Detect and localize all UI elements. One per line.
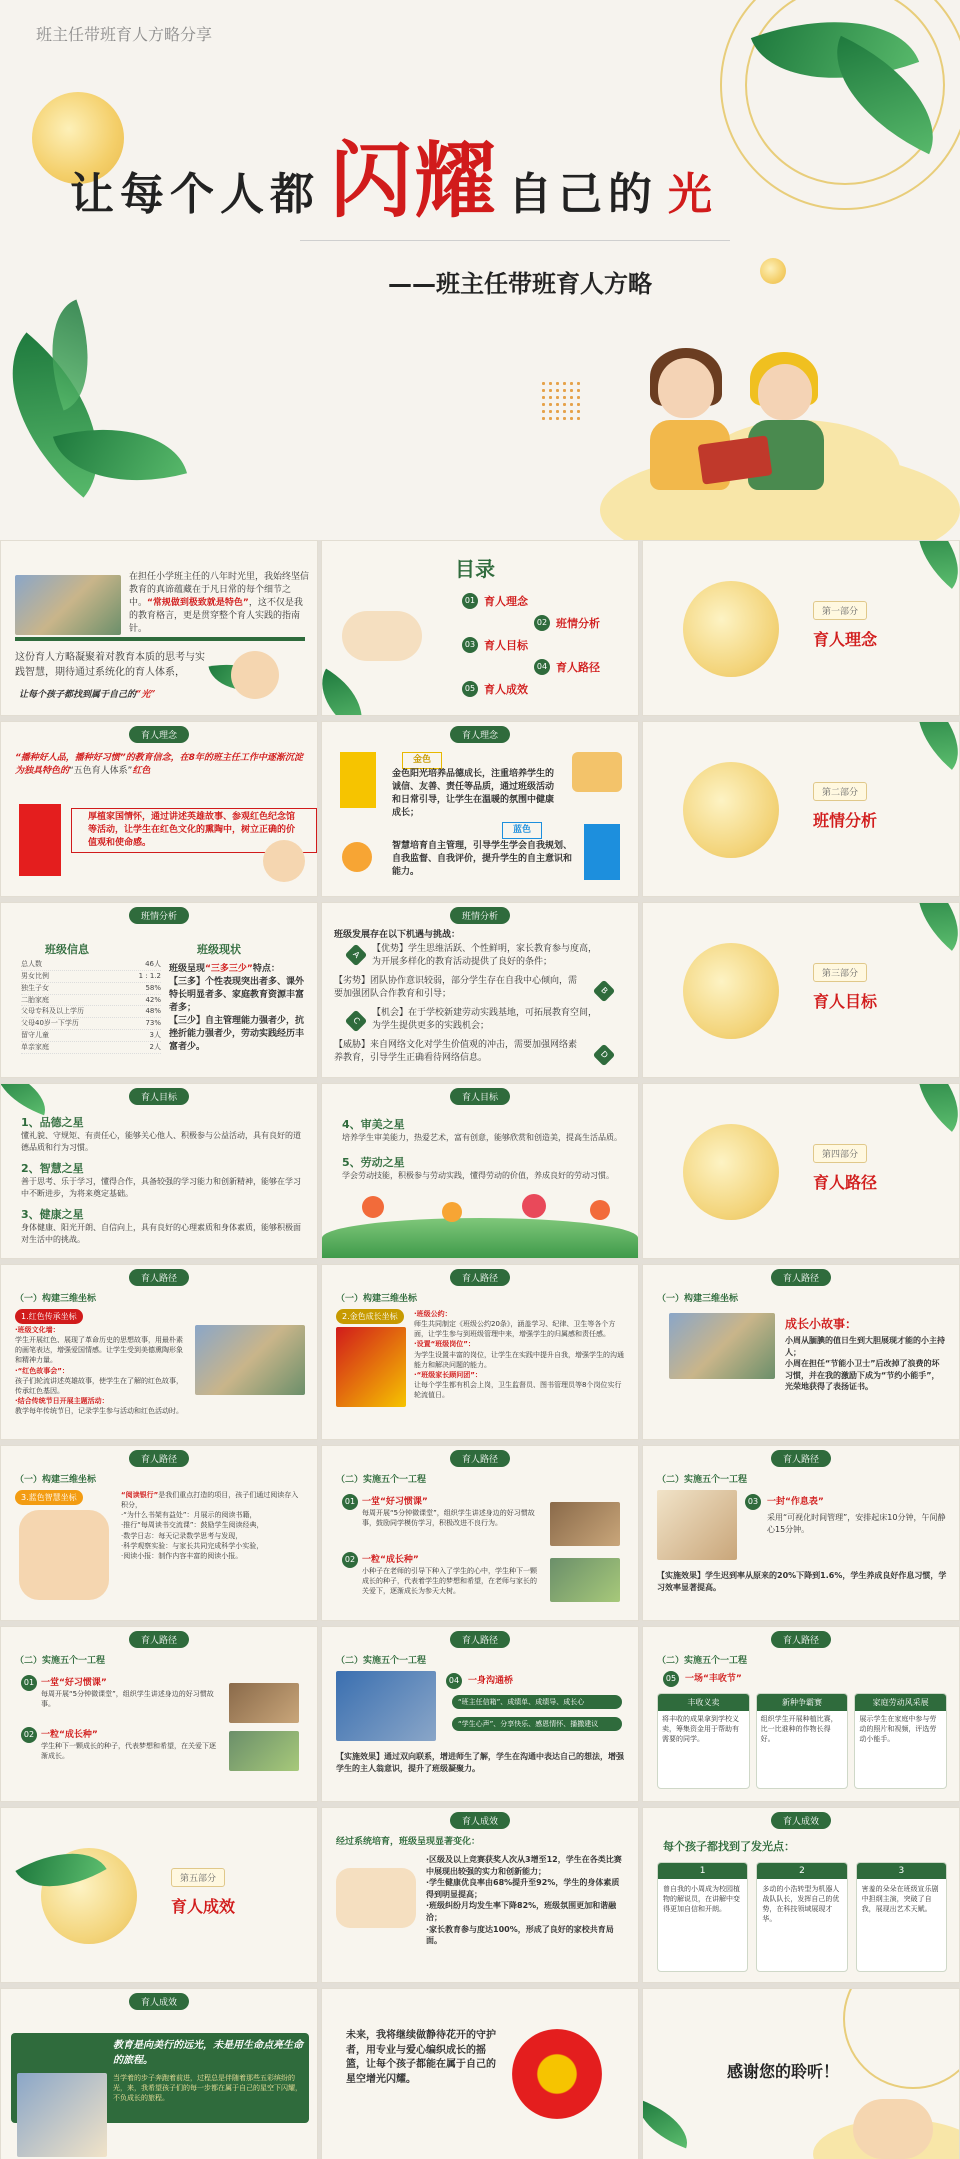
status-text: 班级呈现“三多三少”特点： 【三多】个性表现突出者多、课外特长明显者多、家庭教育资源丰富者多； 【三少】自主管理能力强者少，抗挫折能力强者少，劳动实践经历丰富者少。 [169, 964, 305, 1053]
results-head: 每个孩子都找到了发光点： [663, 1840, 795, 1853]
cover-title [70, 133, 719, 229]
slide-thanks[interactable] [642, 1988, 960, 2159]
item-desc-2: “学生心声”、分享快乐、感恩情怀、播撒建议 [452, 1717, 622, 1731]
slide-section-2[interactable] [642, 721, 960, 897]
swot-o: 【机会】在于学校新建劳动实践基地，可拓展教育空间，为学生提供更多的实践机会； [372, 1008, 598, 1032]
path-head: （一）构建三维坐标 [15, 1475, 97, 1485]
toc-num-4: 04 [534, 659, 550, 675]
seed-photo [550, 1502, 620, 1546]
item-num: 01 [21, 1675, 37, 1691]
class-info-table [21, 959, 161, 1054]
title-part1: 让每个人都 [70, 169, 320, 220]
glow-card[interactable] [756, 1862, 847, 1972]
moon-icon [683, 581, 779, 677]
section-title: 班情分析 [813, 811, 878, 830]
students-photo [17, 2073, 107, 2157]
intro-text-3: 让每个孩子都找到属于自己的“光” [19, 690, 156, 700]
path-head: （二）实施五个一工程 [15, 1656, 106, 1666]
glow-card[interactable] [657, 1862, 748, 1972]
table-cell-label: 总人数 [21, 960, 42, 968]
cover-slide[interactable] [0, 0, 960, 540]
item-desc: 每周开展“5分钟微课堂”，组织学生讲述身边的好习惯故事。 [41, 1690, 214, 1709]
section-title: 育人成效 [171, 1897, 236, 1916]
toc-item-1[interactable]: 育人理念 [484, 595, 528, 608]
table-cell-label: 留守儿童 [21, 1031, 49, 1040]
glow-card[interactable] [856, 1862, 947, 1972]
slide-chip: 育人路径 [450, 1450, 510, 1467]
slide-chip: 育人路径 [450, 1269, 510, 1286]
red-block [19, 804, 61, 876]
leaf-icon [898, 540, 960, 589]
schedule-photo [657, 1490, 737, 1560]
slide-five-one-c[interactable] [0, 1626, 318, 1802]
cover-subtitle: ——班主任带班育人方略 [388, 270, 652, 298]
cover-tag: 班主任带班育人方略分享 [36, 25, 213, 44]
glow-card-desc: 害羞的朵朵在班级宣乐剧中担纲主演，突破了自我，展现出艺术天赋。 [861, 1885, 939, 1914]
title-highlight: 闪耀 [330, 133, 499, 229]
path-head: （二）实施五个一工程 [657, 1656, 748, 1666]
toc-item-4[interactable]: 育人路径 [556, 661, 600, 674]
toc-title: 目录 [455, 557, 495, 581]
table-cell-value: 1 : 1.2 [138, 971, 161, 980]
slide-goals-1[interactable] [0, 1083, 318, 1259]
slide-chip: 育人路径 [129, 1269, 189, 1286]
section-label: 第四部分 [813, 1144, 867, 1163]
coordinate-badge: 1.红色传承坐标 [15, 1309, 83, 1324]
swot-letter-d: D [593, 1044, 616, 1067]
item-num: 02 [21, 1727, 37, 1743]
harvest-card-title: 家庭劳动风采展 [855, 1694, 946, 1711]
table-cell-label: 独生子女 [21, 983, 49, 992]
slide-chip: 育人路径 [771, 1631, 831, 1648]
harvest-card[interactable] [756, 1693, 849, 1789]
slide-section-4[interactable] [642, 1083, 960, 1259]
table-cell-label: 父母40岁一下学历 [21, 1019, 79, 1028]
blue-block [584, 824, 620, 880]
item-title: 一封“作息表” [767, 1497, 824, 1507]
group-illustration [342, 611, 422, 661]
table-cell-value: 2人 [149, 1042, 161, 1051]
moon-icon [683, 943, 779, 1039]
glow-card-num: 1 [658, 1863, 747, 1879]
col-class-status: 班级现状 [197, 943, 241, 956]
small-sun-icon [760, 258, 786, 284]
class-board-photo [336, 1327, 406, 1407]
yellow-block [340, 752, 376, 808]
slide-intro[interactable] [0, 540, 318, 716]
item-result: 【实施效果】通过双向联系，增进师生了解，学生在沟通中表达自己的想法，增强学生的主人翁意识，提升了班级凝聚力。 [336, 1752, 624, 1773]
section-title: 育人路径 [813, 1173, 878, 1192]
slide-chip: 育人目标 [129, 1088, 189, 1105]
leaf-icon [321, 669, 378, 716]
story-title: 成长小故事： [785, 1317, 858, 1331]
slide-class-analysis[interactable] [0, 902, 318, 1078]
slide-results-3[interactable] [0, 1988, 318, 2159]
slide-philosophy-gold-blue[interactable] [321, 721, 639, 897]
table-row [21, 971, 161, 983]
flower-icon [362, 1196, 384, 1218]
slide-path-red[interactable] [0, 1264, 318, 1440]
glow-card-num: 3 [857, 1863, 946, 1879]
swot-w: 【劣势】团队协作意识较弱，部分学生存在自我中心倾向，需要加强团队合作教育和引导； [334, 976, 578, 1000]
slide-path-blue[interactable] [0, 1445, 318, 1621]
leaf-icon [642, 2100, 696, 2149]
table-cell-value: 58% [145, 983, 161, 992]
slide-chip: 育人路径 [771, 1269, 831, 1286]
slide-toc[interactable] [321, 540, 639, 716]
path-head: （一）构建三维坐标 [657, 1294, 739, 1304]
group-photo [669, 1313, 775, 1379]
table-row [21, 1018, 161, 1030]
philosophy-text: “播种好人品，播种好习惯”的教育信念，在8年的班主任工作中逐渐沉淀为独具特色的“五色育人体系”红色 [15, 753, 303, 777]
goal-4-desc: 培养学生审美能力，热爱艺术，富有创意，能够欣赏和创造美，提高生活品质。 [342, 1133, 622, 1142]
slide-section-3[interactable] [642, 902, 960, 1078]
plant-photo [229, 1731, 299, 1771]
slide-five-one-d[interactable] [321, 1626, 639, 1802]
toc-num-5: 05 [462, 681, 478, 697]
reading-illustration [19, 1510, 109, 1600]
toc-num-3: 03 [462, 637, 478, 653]
swot-letter-a: A [345, 944, 368, 967]
goal-3-desc: 身体健康、阳光开朗、自信向上，具有良好的心理素质和身体素质，能够积极面对生活中的挑战。 [21, 1223, 301, 1244]
leaf-icon [898, 721, 960, 770]
title-red-char: 光 [668, 169, 719, 220]
thanks-text: 感谢您的聆听！ [727, 2062, 840, 2081]
slide-chip: 育人路径 [129, 1631, 189, 1648]
slide-path-gold[interactable] [321, 1264, 639, 1440]
toc-item-3[interactable]: 育人目标 [484, 639, 528, 652]
story-text: 小周从腼腆的值日生到大胆展现才能的小主持人； 小周在担任“节能小卫士”后改掉了浪费的坏习惯，并在我的激励下成为“节约小能手”，光荣地获得了表扬证书。 [785, 1336, 945, 1392]
leaf-icon [0, 1083, 54, 1115]
children-illustration [630, 340, 850, 500]
harvest-card-desc: 组织学生开展种植比赛，比一比谁种的作物长得好。 [760, 1715, 838, 1743]
table-row [21, 983, 161, 995]
coordinate-badge: 2.金色成长坐标 [336, 1309, 404, 1324]
slide-section-5[interactable] [0, 1807, 318, 1983]
goal-1-desc: 懂礼貌、守规矩、有责任心，能够关心他人、积极参与公益活动，具有良好的道德品质和行为习惯。 [21, 1131, 301, 1152]
path-text: ·班级公约： 师生共同制定《班级公约20条》，涵盖学习、纪律、卫生等各个方面，让学生参与到班级管理中来，增强学生的归属感和责任感。 ·设置“班级岗位”： 为学生设置丰富的岗位，让学生在实践中提升自我，增强学生的沟通能力和解决问题的能力。 ·“班级家长顾问团”： 让每个学生都有机会上岗，卫生监督员、图书管理员等8个岗位实行轮流值日。 [414, 1310, 624, 1400]
grass-decoration [322, 1218, 638, 1258]
item-num: 05 [663, 1671, 679, 1687]
flower-icon [522, 1194, 546, 1218]
classroom-illustration [336, 1868, 416, 1928]
section-title: 育人理念 [813, 630, 878, 649]
item-desc: 小种子在老师的引导下种入了学生的心中，学生种下一颗成长的种子，代表着学生的梦想和希望，在老师与家长的关爱下，逐渐成长为参天大树。 [362, 1567, 537, 1596]
table-row [21, 1006, 161, 1018]
glow-card-num: 2 [757, 1863, 846, 1879]
dots-decoration [540, 380, 580, 420]
slide-chip: 育人路径 [771, 1450, 831, 1467]
slide-section-1[interactable] [642, 540, 960, 716]
item-desc: 采用“可视化时间管理”，安排起床10分钟，午间静心15分钟。 [767, 1513, 946, 1534]
harvest-card-desc: 将丰收的成果拿到学校义卖，筹集资金用于帮助有需要的同学。 [662, 1715, 739, 1743]
item-num: 03 [745, 1494, 761, 1510]
slide-chip: 育人成效 [771, 1812, 831, 1829]
leaf-icon [898, 1083, 960, 1132]
results-head: 经过系统培育，班级呈现显著变化： [336, 1837, 481, 1847]
table-row [21, 1042, 161, 1054]
table-row [21, 1030, 161, 1042]
slide-chip: 育人路径 [129, 1450, 189, 1467]
section-label: 第三部分 [813, 963, 867, 982]
gold-label: 金色 [402, 752, 442, 769]
plant-photo [550, 1558, 620, 1602]
divider [300, 240, 730, 241]
path-head: （一）构建三维坐标 [15, 1294, 97, 1304]
book-illustration [572, 752, 622, 792]
title-part2: 自己的 [508, 169, 659, 220]
path-text: “阅读银行”是我们重点打造的项目，孩子们通过阅读存入积分， ·“为什么书架有益处”：月展示的阅读书籍， ·推行“每周读书交流课”：鼓励学生阅读经典， ·数学日志：每天记录数学思考与发现， ·科学观察实验：与家长共同完成科学小实验， ·阅读小报：制作内容丰富的阅读小报。 [121, 1491, 299, 1560]
slide-chip: 育人目标 [450, 1088, 510, 1105]
slide-chip: 育人理念 [450, 726, 510, 743]
item-title: 一粒“成长种” [362, 1555, 419, 1565]
item-num: 04 [446, 1673, 462, 1689]
slide-five-one-b[interactable] [642, 1445, 960, 1621]
table-cell-label: 二胎家庭 [21, 995, 49, 1004]
goal-5-title: 5、劳动之星 [342, 1156, 405, 1169]
glow-card-desc: 多动的小浩转型为机器人战队队长，发挥自己的优势，在科技领域展现才华。 [762, 1885, 840, 1924]
ring-decoration [843, 1988, 960, 2089]
reading-kid-illustration [263, 840, 305, 882]
slide-chip: 育人理念 [129, 726, 189, 743]
section-label: 第五部分 [171, 1868, 225, 1887]
moon-icon [683, 762, 779, 858]
slide-five-one-e[interactable] [642, 1626, 960, 1802]
item-title: 一粒“成长种” [41, 1730, 98, 1740]
red-label: 厚植家国情怀，通过讲述英雄故事、参观红色纪念馆等活动，让学生在红色文化的熏陶中，树立正确的价值观和使命感。 [71, 808, 317, 853]
flower-icon [590, 1200, 610, 1220]
slide-goals-2[interactable] [321, 1083, 639, 1259]
slide-chip: 育人成效 [129, 1993, 189, 2010]
section-label: 第二部分 [813, 782, 867, 801]
goal-5-desc: 学会劳动技能，积极参与劳动实践，懂得劳动的价值，养成良好的劳动习惯。 [342, 1171, 614, 1180]
harvest-card-title: 丰收义卖 [658, 1694, 749, 1711]
book-kid-illustration [231, 651, 279, 699]
harvest-card-desc: 展示学生在家庭中参与劳动的照片和视频，评选劳动小能手。 [859, 1715, 937, 1743]
slide-five-one-a[interactable] [321, 1445, 639, 1621]
children-illustration [853, 2099, 933, 2159]
table-cell-value: 3人 [149, 1031, 161, 1040]
table-cell-label: 单亲家庭 [21, 1042, 49, 1051]
future-text: 未来，我将继续做静待花开的守护者，用专业与爱心编织成长的摇篮，让每个孩子都能在属于自己的星空增光闪耀。 [346, 2030, 496, 2085]
quote-desc: 当学着的步子奔跑着前进，过程总是伴随着那些五彩缤纷的光，来，我希望孩子们的每一步都在属于自己的星空下闪耀，不负成长的旅程。 [113, 2074, 302, 2103]
goal-3-title: 3、健康之星 [21, 1208, 84, 1221]
slide-path-story[interactable] [642, 1264, 960, 1440]
harvest-card[interactable] [854, 1693, 947, 1789]
blue-label: 蓝色 [502, 822, 542, 839]
slide-chip: 育人成效 [450, 1812, 510, 1829]
slide-results-2[interactable] [642, 1807, 960, 1983]
seed-photo [229, 1683, 299, 1723]
table-cell-label: 男女比例 [21, 971, 49, 980]
goal-1-title: 1、品德之星 [21, 1116, 84, 1129]
item-desc-1: “班主任信箱”、成绩单、成绩导、成长心 [452, 1695, 622, 1709]
harvest-card[interactable] [657, 1693, 750, 1789]
coordinate-badge: 3.蓝色智慧坐标 [15, 1490, 83, 1505]
classroom-photo [15, 575, 121, 635]
moon-icon [683, 1124, 779, 1220]
swot-head: 班级发展存在以下机遇与挑战： [334, 930, 461, 940]
flower-icon [342, 842, 372, 872]
item-title: 一身沟通桥 [468, 1676, 514, 1686]
flower-icon [442, 1202, 462, 1222]
table-row [21, 995, 161, 1007]
harvest-card-title: 新种争霸赛 [757, 1694, 848, 1711]
toc-num-2: 02 [534, 615, 550, 631]
path-head: （二）实施五个一工程 [336, 1475, 427, 1485]
fist-icon [512, 2029, 602, 2119]
table-cell-label: 父母专科及以上学历 [21, 1007, 84, 1016]
swot-t: 【威胁】来自网络文化对学生价值观的冲击，需要加强网络素养教育，引导学生正确看待网络信息。 [334, 1040, 578, 1064]
slide-chip: 育人路径 [450, 1631, 510, 1648]
col-class-info: 班级信息 [45, 943, 89, 956]
table-row [21, 959, 161, 971]
table-cell-value: 48% [145, 1007, 161, 1016]
swot-s: 【优势】学生思维活跃、个性鲜明，家长教育参与度高，为开展多样化的教育活动提供了良好的条件； [372, 944, 598, 968]
path-text: ·班级文化墙： 学生开展红色、展现了革命历史的思想故事，用最朴素的画笔表达，增强爱国情感。让学生受到美德熏陶形象和精神力量。 ·“红色故事会”： 孩子们轮流讲述英雄故事，使学生在了解的红色故事，传承红色基因。 ·结合传统节日开展主题活动： 教学每年传统节日，记录学生参与活动和红色活动时。 [15, 1326, 183, 1416]
harvest-cards [657, 1693, 947, 1789]
slide-chip: 班情分析 [450, 907, 510, 924]
section-title: 育人目标 [813, 992, 878, 1011]
table-cell-value: 42% [145, 995, 161, 1004]
item-num: 02 [342, 1552, 358, 1568]
goal-2-title: 2、智慧之星 [21, 1162, 84, 1175]
goal-4-title: 4、审美之星 [342, 1118, 405, 1131]
swot-letter-b: B [593, 980, 616, 1003]
table-cell-value: 73% [145, 1019, 161, 1028]
item-title: 一场“丰收节” [685, 1674, 742, 1684]
slide-chip: 班情分析 [129, 907, 189, 924]
table-cell-value: 46人 [145, 960, 161, 968]
results-text: ·区级及以上竞赛获奖人次从3增至12，学生在各类比赛中展现出较强的实力和创新能力； ·学生健康优良率由68%提升至92%，学生的身体素质得到明显提高； ·班级纠纷月均发生率下降82%，班级氛围更加和谐融洽； ·家长教育参与度达100%，形成了良好的家校共育局面。 [426, 1855, 622, 1946]
toc-item-5[interactable]: 育人成效 [484, 683, 528, 696]
item-desc: 每周开展“5分钟微课堂”，组织学生讲述身边的好习惯故事，鼓励同学模仿学习，积极改进不良行为。 [362, 1509, 535, 1528]
slide-swot[interactable] [321, 902, 639, 1078]
gold-desc: 金色阳光培养品德成长，注重培养学生的诚信、友善、责任等品质，通过班级活动和日常引导，让学生在温暖的氛围中健康成长； [392, 769, 555, 819]
glow-cards [657, 1862, 947, 1972]
intro-text-2: 这份育人方略凝聚着对教育本质的思考与实践智慧，期待通过系统化的育人体系， [15, 652, 205, 678]
slide-philosophy-red[interactable] [0, 721, 318, 897]
leaf-icon [898, 902, 960, 951]
item-result: 【实施效果】学生迟到率从原来的20%下降到1.6%，学生养成良好作息习惯，学习效率显著提高。 [657, 1571, 947, 1592]
toc-item-2[interactable]: 班情分析 [556, 617, 600, 630]
item-title: 一堂“好习惯课” [41, 1678, 107, 1688]
quote-text: 教育是向美行的远光，未是用生命点亮生命的旅程。 [113, 2040, 303, 2066]
item-title: 一堂“好习惯课” [362, 1497, 428, 1507]
path-head: （一）构建三维坐标 [336, 1294, 418, 1304]
blue-desc: 智慧培育自主管理，引导学生学会自我规划、自我监督、自我评价，提升学生的自主意识和能力。 [392, 841, 573, 878]
glow-card-desc: 曾自我的小周成为校园植物的解说员，在讲解中变得更加自信和开朗。 [663, 1885, 740, 1914]
item-num: 01 [342, 1494, 358, 1510]
swot-letter-c: C [345, 1010, 368, 1033]
slide-future[interactable] [321, 1988, 639, 2159]
intro-text: 在担任小学班主任的八年时光里，我始终坚信教育的真谛蕴藏在于凡日常的每个细节之中。“常规做到极致就是特色”，这不仅是我的教育格言，更是贯穿整个育人实践的指南针。 [129, 572, 310, 635]
path-head: （二）实施五个一工程 [657, 1475, 748, 1485]
goal-2-desc: 善于思考、乐于学习，懂得合作，具备较强的学习能力和创新精神，能够在学习中不断进步，为将来奠定基础。 [21, 1177, 301, 1198]
students-photo [336, 1671, 436, 1741]
section-label: 第一部分 [813, 601, 867, 620]
path-head: （二）实施五个一工程 [336, 1656, 427, 1666]
toc-num-1: 01 [462, 593, 478, 609]
activity-photo [195, 1325, 305, 1395]
item-desc: 学生种下一颗成长的种子，代表梦想和希望，在关爱下逐渐成长。 [41, 1742, 216, 1761]
slide-results-1[interactable] [321, 1807, 639, 1983]
